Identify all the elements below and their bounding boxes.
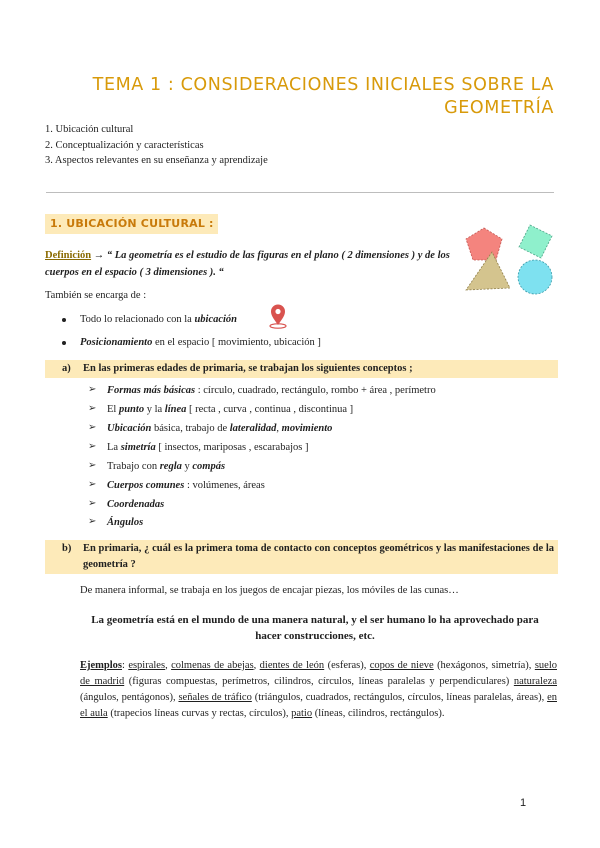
bullet-dot: [62, 318, 66, 322]
definition-arrow: →: [93, 250, 105, 261]
definition-label: Definición: [45, 250, 92, 261]
question-text: En las primeras edades de primaria, se trabajan los siguientes conceptos ;: [83, 363, 413, 374]
arrow-bullet-icon: ➢: [88, 384, 97, 395]
concept-item: Coordenadas: [107, 499, 165, 510]
geometric-shapes-icon: [462, 222, 557, 298]
bullet-dot: [62, 341, 66, 345]
bullet-item: [80, 312, 237, 328]
divider: [46, 192, 554, 193]
definition-paragraph: [45, 248, 457, 281]
table-of-contents: [45, 122, 268, 169]
arrow-bullet-icon: ➢: [88, 516, 97, 527]
informal-paragraph: De manera informal, se trabaja en los juegos de encajar piezas, los móviles de las cunas…: [80, 585, 459, 596]
examples-paragraph: Ejemplos: espirales, colmenas de abejas, dientes de león (esferas), copos de nieve (hexágonos, simetría), suelo de madrid (figuras compuestas, perímetros, cilindros, círculos, líneas paralelas y perpendiculares) naturaleza (ángulos, pentágonos), señales de tráfico (triángulos, cuadrados, rectángulos, círculos, líneas paralelas, áreas), en el aula (trapecios líneas curvas y rectas, círculos), patio (líneas, cilindros, rectángulos).: [80, 660, 557, 719]
question-text: En primaria, ¿ cuál es la primera toma de contacto con conceptos geométricos y las manifestaciones de la geometría ?: [83, 543, 554, 570]
concept-item: Cuerpos comunes : volúmenes, áreas: [107, 480, 265, 491]
square-shape: [519, 225, 552, 258]
statement-paragraph: La geometría está en el mundo de una manera natural, y el ser humano lo ha aprovechado para hacer construcciones, etc.: [91, 614, 539, 642]
concept-item: Trabajo con regla y compás: [107, 461, 226, 472]
concept-item: Ángulos: [107, 517, 144, 528]
also-intro: También se encarga de :: [45, 290, 147, 301]
toc-item: 2. Conceptualización y características: [45, 139, 204, 151]
arrow-bullet-icon: ➢: [88, 498, 97, 509]
bullet-text: en el espacio [ movimiento, ubicación ]: [152, 337, 321, 348]
arrow-bullet-icon: ➢: [88, 422, 97, 433]
location-pin-icon: [267, 303, 289, 329]
definition-text: “ La geometría es el estudio de las figuras en el plano ( 2 dimensiones ) y de los cuerpos en el espacio ( 3 dimensiones ). “: [45, 250, 450, 278]
page-number: 1: [520, 797, 527, 809]
question-label: b): [62, 543, 72, 554]
bullet-text: Todo lo relacionado con la: [80, 314, 195, 325]
toc-item: 1. Ubicación cultural: [45, 124, 134, 135]
question-b-bar: [45, 540, 558, 574]
toc-item: 3. Aspectos relevantes en su enseñanza y aprendizaje: [45, 155, 268, 166]
bullet-emphasis: Posicionamiento: [80, 337, 153, 348]
concept-item: La simetría [ insectos, mariposas , escarabajos ]: [107, 442, 309, 453]
arrow-bullet-icon: ➢: [88, 479, 97, 490]
bullet-emphasis: ubicación: [194, 314, 238, 325]
concept-item: Ubicación básica, trabajo de lateralidad, movimiento: [107, 423, 333, 434]
bullet-item: [80, 335, 321, 351]
arrow-bullet-icon: ➢: [88, 403, 97, 414]
question-a-bar: [45, 360, 558, 378]
concept-item: Formas más básicas : círculo, cuadrado, rectángulo, rombo + área , perímetro: [107, 385, 436, 396]
circle-shape: [518, 260, 552, 294]
concept-item: El punto y la línea [ recta , curva , continua , discontinua ]: [107, 404, 354, 415]
arrow-bullet-icon: ➢: [88, 460, 97, 471]
examples-label: Ejemplos: [80, 660, 122, 671]
page-title: TEMA 1 : CONSIDERACIONES INICIALES SOBRE LA GEOMETRÍA: [92, 75, 554, 118]
arrow-bullet-icon: ➢: [88, 441, 97, 452]
section-heading: 1. UBICACIÓN CULTURAL :: [45, 214, 218, 234]
question-label: a): [62, 363, 71, 374]
pentagon-shape: [466, 228, 502, 260]
